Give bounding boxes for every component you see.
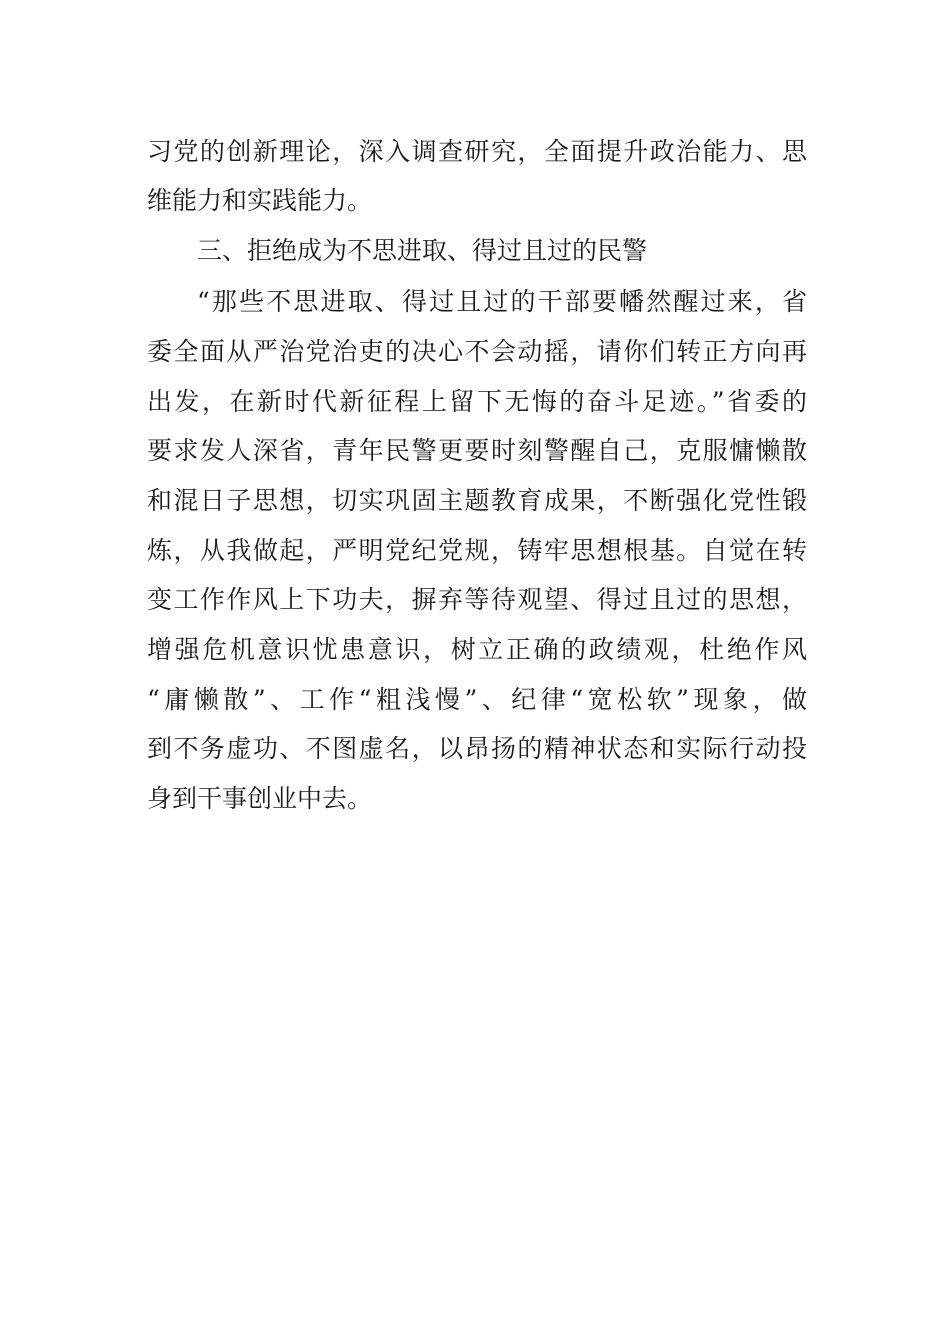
paragraph-line: 要求发人深省，青年民警更要时刻警醒自己，克服慵懒散: [147, 436, 807, 465]
paragraph-line: 到不务虚功、不图虚名，以昂扬的精神状态和实际行动投: [147, 734, 807, 763]
paragraph-line: 出发，在新时代新征程上留下无悔的奋斗足迹。”省委的: [147, 387, 807, 416]
paragraph-line: 身到干事创业中去。: [147, 784, 373, 813]
section-heading: 三、拒绝成为不思进取、得过且过的民警: [197, 236, 648, 265]
paragraph-line: 和混日子思想，切实巩固主题教育成果，不断强化党性锻: [147, 486, 807, 515]
paragraph-line: “那些不思进取、得过且过的干部要幡然醒过来，省: [197, 287, 807, 316]
paragraph-line: 变工作作风上下功夫，摒弃等待观望、得过且过的思想，: [147, 585, 807, 614]
paragraph-line: “庸懒散”、工作“粗浅慢”、纪律“宽松软”现象，做: [147, 685, 807, 714]
paragraph-line: 委全面从严治党治吏的决心不会动摇，请你们转正方向再: [147, 337, 807, 366]
paragraph-line: 维能力和实践能力。: [147, 186, 373, 215]
paragraph-line: 习党的创新理论，深入调查研究，全面提升政治能力、思: [147, 137, 807, 166]
paragraph-line: 炼，从我做起，严明党纪党规，铸牢思想根基。自觉在转: [147, 536, 807, 565]
paragraph-line: 增强危机意识忧患意识，树立正确的政绩观，杜绝作风: [147, 635, 807, 664]
